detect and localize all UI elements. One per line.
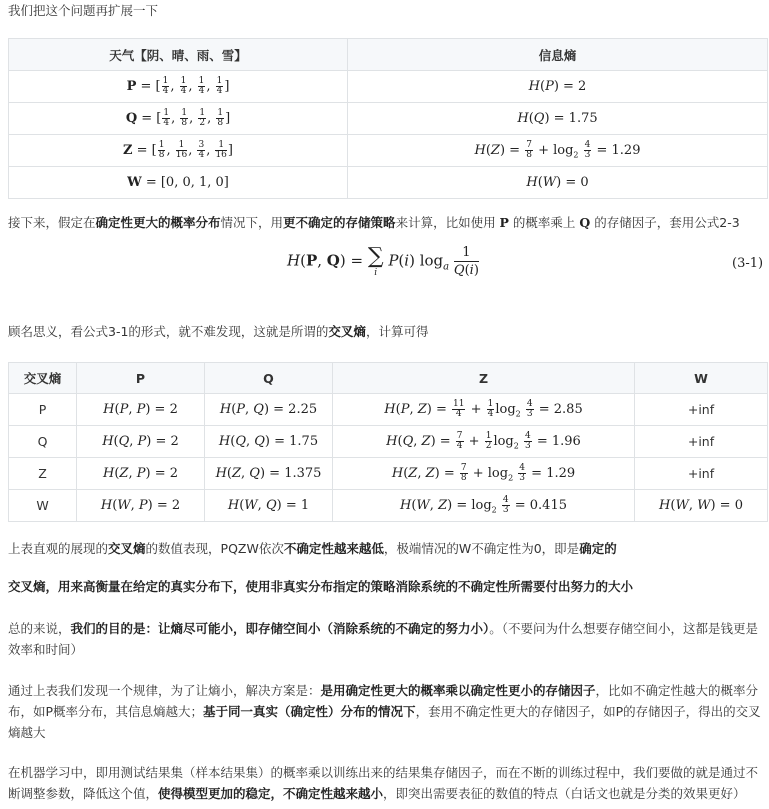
cell: H(P, Q) = 2.25 xyxy=(205,394,333,426)
paragraph-definition: 交叉熵，用来高衡量在给定的真实分布下，使用非真实分布指定的策略消除系统的不确定性所需要付出努力的大小 xyxy=(8,579,634,594)
cell: H(W, W) = 0 xyxy=(635,490,768,522)
table-row xyxy=(9,394,768,426)
cell: H(Z, Q) = 1.375 xyxy=(205,458,333,490)
entropy-cell: H(Z) = $\frac{7}{8}$ + $\log_2$ $\frac{4}{3}$ = 1.29 xyxy=(348,135,768,167)
paragraph-machine-learning: 在机器学习中，即用测试结果集（样本结果集）的概率乘以训练出来的结果集存储因子，而在不断的训练过程中，我们要做的就是通过不断调整参数，降低这个值，使得模型更加的稳定，不确定性越来越小，即突出需要表征的数值的特点（白话文也就是分类的效果更好） xyxy=(8,765,759,801)
paragraph-table-summary: 上表直观的展现的交叉熵的数值表现，PQZW依次不确定性越来越低，极端情况的W不确定性为0，即是确定的 xyxy=(8,541,617,556)
row-label: Z xyxy=(9,458,77,490)
cell: H(W, P) = 2 xyxy=(77,490,205,522)
row-label: Q xyxy=(9,426,77,458)
entropy-cell: H(W) = 0 xyxy=(348,167,768,199)
formula-body: H(P, Q) = ∑ i P(i) $\log_a$ $\frac{1}{Q(i)}$ xyxy=(287,244,479,278)
row-label: P xyxy=(9,394,77,426)
table-row xyxy=(9,426,768,458)
dist-cell: Z = [ $\frac{1}{8}$ , $\frac{1}{16}$ , $\frac{3}{4}$ , $\frac{1}{16}$ ] xyxy=(9,135,348,167)
table-row xyxy=(9,490,768,522)
paragraph-assumption: 接下来，假定在确定性更大的概率分布情况下，用更不确定的存储策略来计算，比如使用 P 的概率乘上 Q 的存储因子，套用公式2-3 xyxy=(8,215,740,230)
cell: H(Q, Q) = 1.75 xyxy=(205,426,333,458)
entropy-table-header xyxy=(9,39,768,71)
header-q: Q xyxy=(205,363,333,394)
cell: H(P, P) = 2 xyxy=(77,394,205,426)
header-w: W xyxy=(635,363,768,394)
dist-cell: W = [0, 0, 1, 0] xyxy=(9,167,348,199)
dist-cell: P = [ $\frac{1}{4}$ , $\frac{1}{4}$ , $\frac{1}{4}$ , $\frac{1}{4}$ ] xyxy=(9,71,348,103)
cell: H(Z, P) = 2 xyxy=(77,458,205,490)
cell: +inf xyxy=(635,458,768,490)
cell: H(Z, Z) = $\frac{7}{8}$ + $\log_2$ $\frac{4}{3}$ = 1.29 xyxy=(333,458,635,490)
cross-entropy-formula xyxy=(0,240,769,290)
table-row xyxy=(9,103,768,135)
formula-tag: (3-1) xyxy=(732,256,764,271)
header-weather: 天气【阴、晴、雨、雪】 xyxy=(9,39,348,71)
intro-text: 我们把这个问题再扩展一下 xyxy=(8,3,159,18)
cell: +inf xyxy=(635,426,768,458)
paragraph-cross-entropy-intro: 顾名思义，看公式3-1的形式，就不难发现，这就是所谓的交叉熵，计算可得 xyxy=(8,324,429,339)
header-p: P xyxy=(77,363,205,394)
header-z: Z xyxy=(333,363,635,394)
entropy-table xyxy=(8,38,768,199)
cell: +inf xyxy=(635,394,768,426)
header-entropy: 信息熵 xyxy=(348,39,768,71)
paragraph-goal: 总的来说，我们的目的是：让熵尽可能小，即存储空间小（消除系统的不确定的努力小）。（不要问为什么想要存储空间小，这都是钱更是效率和时间） xyxy=(8,621,759,657)
cell: H(W, $Z) = \log_2$ $\frac{4}{3}$ = 0.415 xyxy=(333,490,635,522)
cell: H(P, Z) = $\frac{11}{4}$ + $\frac{1}{4}$ $\log_2$ $\frac{4}{3}$ = 2.85 xyxy=(333,394,635,426)
cell: H(Q, Z) = $\frac{7}{4}$ + $\frac{1}{2}$ $\log_2$ $\frac{4}{3}$ = 1.96 xyxy=(333,426,635,458)
paragraph-rule: 通过上表我们发现一个规律，为了让熵小，解决方案是：是用确定性更大的概率乘以确定性更小的存储因子，比如不确定性越大的概率分布，如P概率分布，其信息熵越大；基于同一真实（确定性）分布的情况下，套用不确定性更大的存储因子，如P的存储因子，得出的交叉熵越大 xyxy=(8,683,761,740)
entropy-cell: H(Q) = 1.75 xyxy=(348,103,768,135)
cell: H(W, Q) = 1 xyxy=(205,490,333,522)
table-row xyxy=(9,458,768,490)
cross-entropy-table-header xyxy=(9,363,768,394)
table-row xyxy=(9,71,768,103)
table-row xyxy=(9,135,768,167)
header-cross-entropy: 交叉熵 xyxy=(9,363,77,394)
dist-cell: Q = [ $\frac{1}{4}$ , $\frac{1}{8}$ , $\frac{1}{2}$ , $\frac{1}{8}$ ] xyxy=(9,103,348,135)
entropy-cell: H(P) = 2 xyxy=(348,71,768,103)
table-row xyxy=(9,167,768,199)
cross-entropy-table xyxy=(8,362,768,522)
cell: H(Q, P) = 2 xyxy=(77,426,205,458)
row-label: W xyxy=(9,490,77,522)
